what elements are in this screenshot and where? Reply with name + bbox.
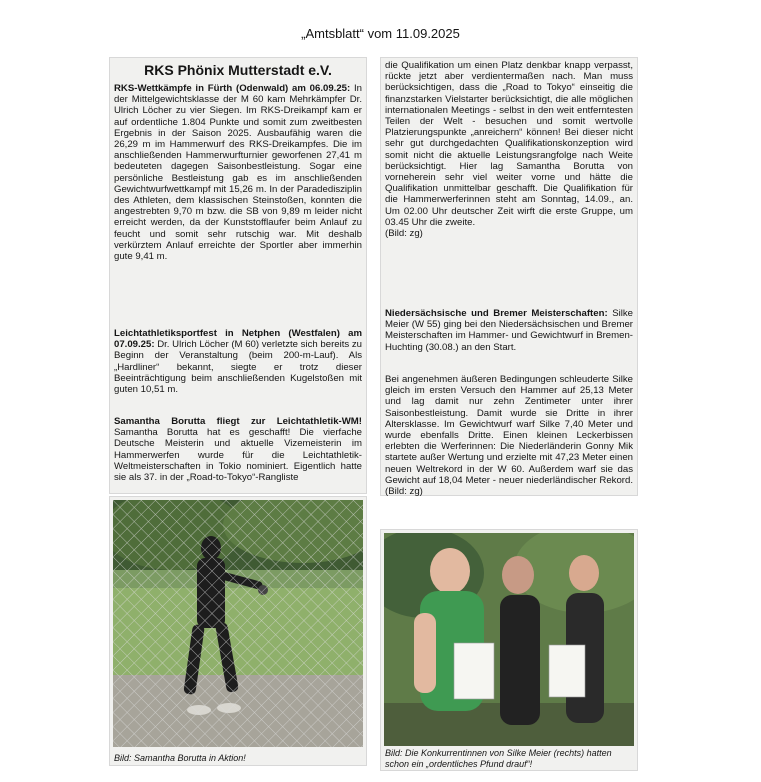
paragraph-qualifikation-body: die Qualifikation um einen Platz denkbar knapp verpasst, rückte jetzt aber verdientermaßen nach. Man muss berücksichtigen, dass die „Road to Tokyo“ einseitig die finanzstarken Vielstarter berücksichtigt, die alle möglichen internationalen Meetings - selbst in den weit entferntesten Teilen der Welt - besuchen und somit wertvolle Platzierungspunkte „anreichern“ können! Bei dieser nicht sehr gut durchgedachten Qualifikationskonzeption wird somit nicht die aktuelle Leistungsrangfolge nach Weite berücksichtigt. Hier lag Samantha Borutta von vorneherein sehr viel weiter vorne und hätte die Qualifikation unmittelbar geschafft. Die Qualifikation für die Hammerwerferinnen steht am Sonntag, 14.09., an. Um 02.00 Uhr deutscher Zeit wirft die erste Gruppe, um 03.45 Uhr die zweite. — [385, 60, 633, 228]
paragraph-bremen-huchting-body: Bei angenehmen äußeren Bedingungen schleuderte Silke gleich im ersten Versuch den Hammer auf 25,13 Meter und lag damit nur zehn Zentimeter unter ihrer Saisonbestleistung. Damit wurde sie Dritte in ihrer Altersklasse. Im Gewichtwurf warf Silke 7,40 Meter und wurde ebenfalls Dritte. Einen kleinen Leckerbissen erlebten die Werferinnen: Die Niederländerin Gonny Mik startete außer Wertung und erzielte mit 47,23 Meter einen neuen Weltrekord in der W 60. Außerdem warf sie das Gewicht auf 18,04 Meter - neuer niederländischer Rekord. (Bild: zg) — [385, 374, 633, 498]
paragraph-fuerth — [114, 83, 362, 262]
photo-credit: (Bild: zg) — [385, 228, 423, 240]
paragraph-niedersachsen-body: Silke Meier (W 55) ging bei den Niedersächsischen und Bremer Meisterschaften im Hammer- und Gewichtwurf in Bremen-Huchting (30.08.) an den Start. — [385, 308, 633, 353]
article-right-column — [381, 58, 637, 498]
paragraph-fuerth-body: In der Mittelgewichtsklasse der M 60 kam Mehrkämpfer Dr. Ulrich Löcher zu vier Siegen. Im RKS-Dreikampf kam er auf ordentliche 1.804 Punkte und somit zum zweitbesten Ergebnis in der Saison 2025. Ausbaufähig waren die 26,29 m im Hammerwurf des RKS-Dreikampfes. Die im anschließenden Hammerwurfturnier geworfenen 27,41 m bedeuteten dagegen Saisonbestleistung. Sogar eine persönliche Bestleistung gab es im anschließenden Gewichtwurfwettkampf mit 15,26 m. In der Paradedisziplin des Athleten, dem klassischen Steinstoßen, konnten die angestrebten 9,70 m bzw. die SB von 9,89 m leider nicht erreicht werden, da der Kunststofflaufer beim Anlauf zu feucht und somit sehr rutschig war. Mit deshalb verkürztem Anlauf erreichte der Sportler aber immerhin gute 9,41 m. — [114, 83, 362, 263]
photo-three-athletes — [384, 533, 634, 746]
paragraph-netphen — [114, 328, 362, 395]
paragraph-fuerth-head: RKS-Wettkämpfe in Fürth (Odenwald) am 06.09.25: — [114, 83, 351, 94]
photo-caption-konkurrentinnen: Bild: Die Konkurrentinnen von Silke Meier (rechts) hatten schon ein „ordentliches Pfund drauf“! — [385, 748, 612, 769]
article-title: RKS Phönix Mutterstadt e.V. — [144, 62, 332, 78]
photo-hammer-thrower — [113, 500, 363, 747]
paragraph-netphen-body: Dr. Ulrich Löcher (M 60) verletzte sich bereits zu Beginn der Veranstaltung (beim 200-m-Lauf). Als „Hardliner“ bekannt, siegte er trotz dieser Beeinträchtigung beim anschließenden Kugelstoßen mit guten 10,51 m. — [114, 339, 362, 396]
photo-samantha-borutta — [110, 497, 366, 765]
article-left-column — [110, 58, 366, 493]
paragraph-netphen-head: Leichtathletiksportfest in Netphen (Westfalen) am 07.09.25: — [114, 328, 362, 351]
page-header: „Amtsblatt“ vom 11.09.2025 — [301, 26, 460, 41]
paragraph-borutta — [114, 416, 362, 483]
paragraph-niedersachsen-head: Niedersächsische und Bremer Meisterschaften: — [385, 308, 608, 319]
paragraph-borutta-head: Samantha Borutta fliegt zur Leichtathletik-WM! — [114, 416, 362, 427]
paragraph-bremen-huchting — [385, 374, 633, 497]
paragraph-borutta-body: Samantha Borutta hat es geschafft! Die vierfache Deutsche Meisterin und aktuelle Vizemeisterin im Hammerwerfen wurde für die Leichtathletik-Weltmeisterschaften in Tokio nominiert. Eigentlich hatte sie als 37. in der „Road-to-Tokyo“-Rangliste — [114, 427, 362, 484]
paragraph-qualifikation — [385, 60, 633, 239]
photo-caption-borutta: Bild: Samantha Borutta in Aktion! — [114, 752, 246, 763]
photo-konkurrentinnen — [381, 530, 637, 770]
paragraph-niedersachsen — [385, 308, 633, 353]
